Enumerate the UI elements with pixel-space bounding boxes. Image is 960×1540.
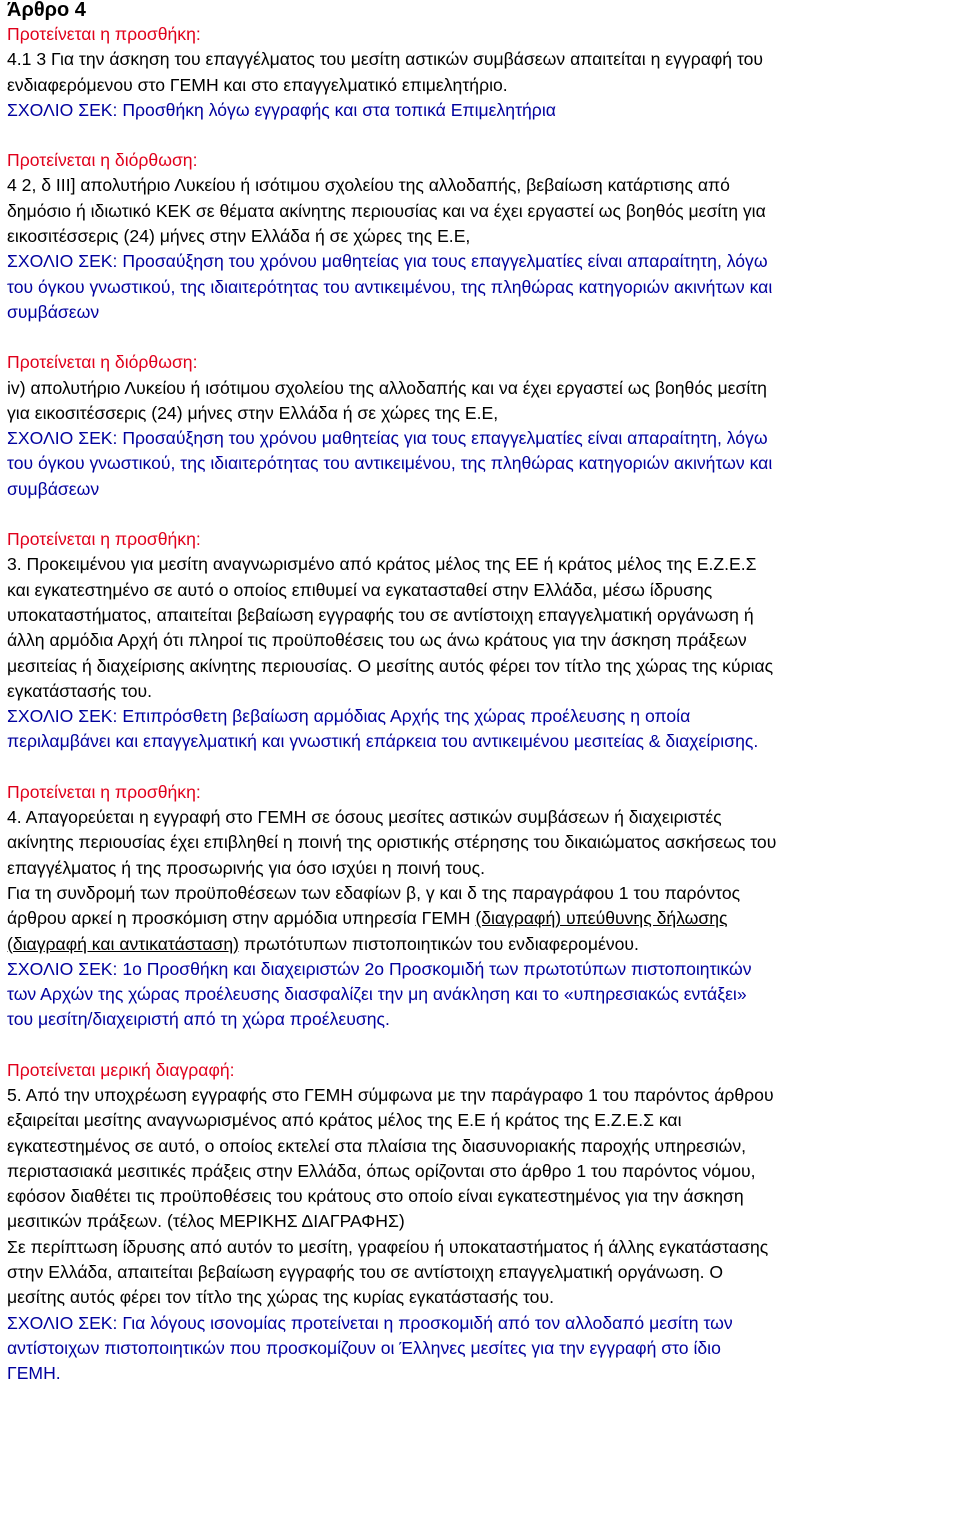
underlined-text: (διαγραφή) υπεύθυνης δήλωσης: [475, 908, 728, 929]
comment-line: συμβάσεων: [7, 301, 100, 322]
section-heading: Προτείνεται η διόρθωση:: [7, 352, 198, 373]
body-line: Σε περίπτωση ίδρυσης από αυτόν το μεσίτη, γραφείου ή υποκαταστήματος ή άλλης εγκατάστασης: [7, 1236, 769, 1257]
body-text: πρωτότυπων πιστοποιητικών του ενδιαφερομένου.: [239, 933, 639, 954]
comment-text: 1ο Προσθήκη και διαχειριστών 2ο Προσκομιδή των πρωτοτύπων πιστοποιητικών: [122, 958, 752, 979]
section-5: [7, 780, 955, 1033]
section-3: [7, 350, 955, 502]
body-line: [7, 906, 955, 931]
body-line: εξαιρείται μεσίτης αναγνωρισμένος από κράτος μέλος της Ε.Ε ή κράτος της Ε.Ζ.Ε.Σ και: [7, 1110, 682, 1131]
comment-line: του όγκου γνωστικού, της ιδιαιτερότητας του αντικειμένου, της πληθώρας κατηγοριών ακινήτων και: [7, 453, 773, 474]
document-page: [7, 0, 955, 1387]
section-heading: Προτείνεται η διόρθωση:: [7, 150, 198, 171]
section-6: [7, 1058, 955, 1387]
body-line: υποκαταστήματος, απαιτείται βεβαίωση εγγραφής του σε αντίστοιχη επαγγελματική οργάνωση ή: [7, 604, 754, 625]
body-line: για εικοσιτέσσερις (24) μήνες στην Ελλάδα ή σε χώρες της Ε.Ε,: [7, 402, 499, 423]
section-heading: Προτείνεται η προσθήκη:: [7, 781, 201, 802]
comment-line: συμβάσεων: [7, 478, 100, 499]
body-line: iv) απολυτήριο Λυκείου ή ισότιμου σχολείου της αλλοδαπής και να έχει εργαστεί ως βοηθός μεσίτη: [7, 377, 767, 398]
section-2: [7, 148, 955, 325]
body-line: εικοσιτέσσερις (24) μήνες στην Ελλάδα ή σε χώρες της Ε.Ε,: [7, 226, 471, 247]
comment-line: του όγκου γνωστικού, της ιδιαιτερότητας του αντικειμένου, της πληθώρας κατηγοριών ακινήτων και: [7, 276, 773, 297]
comment-text: Επιπρόσθετη βεβαίωση αρμόδιας Αρχής της χώρας προέλευσης η οποία: [122, 706, 691, 727]
comment-line: του μεσίτη/διαχειριστή από τη χώρα προέλευσης.: [7, 1009, 390, 1030]
section-heading: Προτείνεται η προσθήκη:: [7, 529, 201, 550]
body-line: 4. Απαγορεύεται η εγγραφή στο ΓΕΜΗ σε όσους μεσίτες αστικών συμβάσεων ή διαχειριστές: [7, 807, 722, 828]
comment-text: Προσαύξηση του χρόνου μαθητείας για τους επαγγελματίες είναι απαραίτητη, λόγω: [122, 428, 768, 449]
comment-label: ΣΧΟΛΙΟ ΣΕΚ:: [7, 251, 118, 272]
comment-label: ΣΧΟΛΙΟ ΣΕΚ:: [7, 706, 118, 727]
body-line: 4 2, δ III] απολυτήριο Λυκείου ή ισότιμου σχολείου της αλλοδαπής, βεβαίωση κατάρτισης από: [7, 175, 730, 196]
comment-line: [7, 957, 955, 982]
comment-line: [7, 1311, 955, 1336]
body-line: άλλη αρμόδια Αρχή ότι πληροί τις προϋποθέσεις του ως άνω κράτους για την άσκηση πράξεων: [7, 630, 747, 651]
body-line: μεσιτείας ή διαχείρισης ακίνητης περιουσίας. Ο μεσίτης αυτός φέρει τον τίτλο της χώρας της κύριας: [7, 655, 774, 676]
comment-line: περιλαμβάνει και επαγγελματική και γνωστική επάρκεια του αντικειμένου μεσιτείας & διαχείρισης.: [7, 731, 759, 752]
body-line: 4.1 3 Για την άσκηση του επαγγέλματος του μεσίτη αστικών συμβάσεων απαιτείται η εγγραφή του: [7, 49, 764, 70]
body-line: ενδιαφερόμενου στο ΓΕΜΗ και στο επαγγελματικό επιμελητήριο.: [7, 74, 508, 95]
body-line: Για τη συνδρομή των προϋποθέσεων των εδαφίων β, γ και δ της παραγράφου 1 του παρόντος: [7, 882, 741, 903]
body-line: [7, 932, 955, 957]
section-1: [7, 22, 955, 123]
body-line: δημόσιο ή ιδιωτικό ΚΕΚ σε θέματα ακίνητης περιουσίας και να έχει εργαστεί ως βοηθός μεσίτη για: [7, 200, 766, 221]
body-line: εφόσον διαθέτει τις προϋποθέσεις του κράτους στο οποίο είναι εγκατεστημένος για την άσκηση: [7, 1186, 744, 1207]
body-text: άρθρου αρκεί η προσκόμιση στην αρμόδια υπηρεσία ΓΕΜΗ: [7, 908, 476, 929]
body-line: ακίνητης περιουσίας έχει επιβληθεί η ποινή της οριστικής στέρησης του δικαιώματος ασκήσεως του: [7, 832, 777, 853]
section-heading: Προτείνεται μερική διαγραφή:: [7, 1059, 235, 1080]
comment-label: ΣΧΟΛΙΟ ΣΕΚ:: [7, 99, 118, 120]
body-line: στην Ελλάδα, απαιτείται βεβαίωση εγγραφής του σε αντίστοιχη επαγγελματική οργάνωση. Ο: [7, 1262, 724, 1283]
body-line: εγκατεστημένος σε αυτό, ο οποίος εκτελεί στα πλαίσια της διασυνοριακής παροχής υπηρεσιών,: [7, 1135, 747, 1156]
comment-line: αντίστοιχων πιστοποιητικών που προσκομίζουν οι Έλληνες μεσίτες για την εγγραφή στο ίδιο: [7, 1337, 721, 1358]
section-heading: Προτείνεται η προσθήκη:: [7, 24, 201, 44]
comment-text: Προσθήκη λόγω εγγραφής και στα τοπικά Επιμελητήρια: [122, 99, 556, 120]
body-line: 5. Από την υποχρέωση εγγραφής στο ΓΕΜΗ σύμφωνα με την παράγραφο 1 του παρόντος άρθρου: [7, 1084, 774, 1105]
comment-line: [7, 249, 955, 274]
article-title: Άρθρο 4: [7, 0, 86, 21]
comment-text: Για λόγους ισονομίας προτείνεται η προσκομιδή από τον αλλοδαπό μεσίτη των: [122, 1312, 733, 1333]
comment-line: ΓΕΜΗ.: [7, 1363, 61, 1384]
body-line: περιστασιακά μεσιτικές πράξεις στην Ελλάδα, όπως ορίζονται στο άρθρο 1 του παρόντος νόμου,: [7, 1160, 756, 1181]
comment-line: [7, 98, 955, 123]
body-line: 3. Προκειμένου για μεσίτη αναγνωρισμένο από κράτος μέλος της ΕΕ ή κράτος μέλος της Ε.Ζ.Ε.Σ: [7, 554, 757, 575]
comment-label: ΣΧΟΛΙΟ ΣΕΚ:: [7, 958, 118, 979]
comment-line: [7, 704, 955, 729]
comment-label: ΣΧΟΛΙΟ ΣΕΚ:: [7, 1312, 118, 1333]
body-line: εγκατάστασής του.: [7, 680, 153, 701]
comment-line: των Αρχών της χώρας προέλευσης διασφαλίζει την μη ανάκληση και το «υπηρεσιακώς εντάξει»: [7, 984, 747, 1005]
comment-label: ΣΧΟΛΙΟ ΣΕΚ:: [7, 428, 118, 449]
comment-line: [7, 426, 955, 451]
body-line: μεσιτικών πράξεων. (τέλος ΜΕΡΙΚΗΣ ΔΙΑΓΡΑΦΗΣ): [7, 1211, 405, 1232]
comment-text: Προσαύξηση του χρόνου μαθητείας για τους επαγγελματίες είναι απαραίτητη, λόγω: [122, 251, 768, 272]
body-line: επαγγέλματος ή της προσωρινής για όσο ισχύει η ποινή τους.: [7, 857, 486, 878]
body-line: και εγκατεστημένο σε αυτό ο οποίος επιθυμεί να εγκατασταθεί στην Ελλάδα, μέσω ίδρυσης: [7, 579, 713, 600]
section-4: [7, 527, 955, 755]
body-line: μεσίτης αυτός φέρει τον τίτλο της χώρας της κυρίας εγκατάστασής του.: [7, 1287, 554, 1308]
underlined-text: (διαγραφή και αντικατάσταση): [7, 933, 240, 954]
